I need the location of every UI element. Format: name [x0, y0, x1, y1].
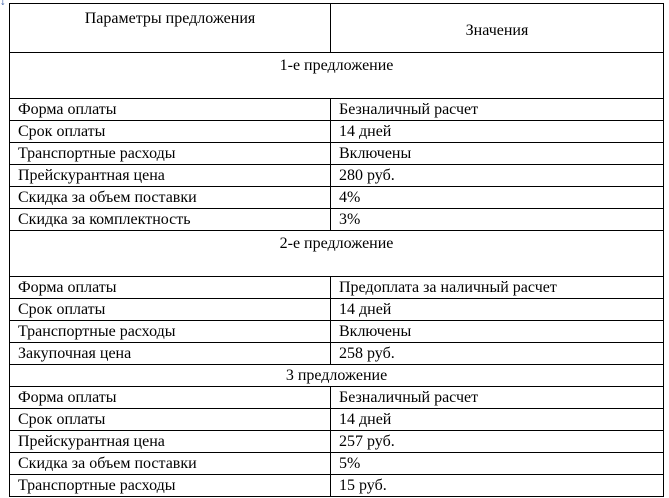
- section-title-row: [10, 231, 664, 277]
- section-title-row: [10, 53, 664, 99]
- value-cell: Включены: [331, 143, 664, 165]
- value-cell: 14 дней: [331, 121, 664, 143]
- param-cell: Транспортные расходы: [10, 321, 331, 343]
- param-cell: Срок оплаты: [10, 299, 331, 321]
- value-cell: 3%: [331, 209, 664, 231]
- param-cell: Прейскурантная цена: [10, 431, 331, 453]
- param-cell: Форма оплаты: [10, 99, 331, 121]
- table-row: [10, 299, 664, 321]
- param-cell: Форма оплаты: [10, 277, 331, 299]
- anchor-icon: ↓: [0, 0, 6, 7]
- table-row: [10, 387, 664, 409]
- section-title: 2-е предложение: [10, 231, 664, 277]
- table-header-row: [10, 4, 664, 53]
- param-cell: Скидка за объем поставки: [10, 453, 331, 475]
- table-row: [10, 143, 664, 165]
- value-cell: 257 руб.: [331, 431, 664, 453]
- table-row: [10, 277, 664, 299]
- param-cell: Срок оплаты: [10, 121, 331, 143]
- param-cell: Транспортные расходы: [10, 143, 331, 165]
- section-title-row: [10, 365, 664, 387]
- param-cell: Прейскурантная цена: [10, 165, 331, 187]
- table-row: [10, 343, 664, 365]
- section-title: 1-е предложение: [10, 53, 664, 99]
- param-cell: Закупочная цена: [10, 343, 331, 365]
- param-cell: Срок оплаты: [10, 409, 331, 431]
- value-cell: Предоплата за наличный расчет: [331, 277, 664, 299]
- value-cell: 280 руб.: [331, 165, 664, 187]
- value-cell: 15 руб.: [331, 475, 664, 497]
- param-cell: Скидка за комплектность: [10, 209, 331, 231]
- table-row: [10, 99, 664, 121]
- param-cell: Транспортные расходы: [10, 475, 331, 497]
- value-cell: 258 руб.: [331, 343, 664, 365]
- value-cell: Включены: [331, 321, 664, 343]
- param-cell: Форма оплаты: [10, 387, 331, 409]
- header-param: Параметры предложения: [10, 4, 331, 53]
- table-row: [10, 431, 664, 453]
- param-cell: Скидка за объем поставки: [10, 187, 331, 209]
- table-row: [10, 475, 664, 497]
- value-cell: 4%: [331, 187, 664, 209]
- table-row: [10, 409, 664, 431]
- table-row: [10, 321, 664, 343]
- offers-table: [9, 3, 664, 497]
- value-cell: 5%: [331, 453, 664, 475]
- table-row: [10, 121, 664, 143]
- table-row: [10, 187, 664, 209]
- table-row: [10, 209, 664, 231]
- table-row: [10, 165, 664, 187]
- value-cell: 14 дней: [331, 409, 664, 431]
- value-cell: Безналичный расчет: [331, 387, 664, 409]
- value-cell: 14 дней: [331, 299, 664, 321]
- value-cell: Безналичный расчет: [331, 99, 664, 121]
- section-title: 3 предложение: [10, 365, 664, 387]
- table-row: [10, 453, 664, 475]
- header-value: Значения: [331, 4, 664, 53]
